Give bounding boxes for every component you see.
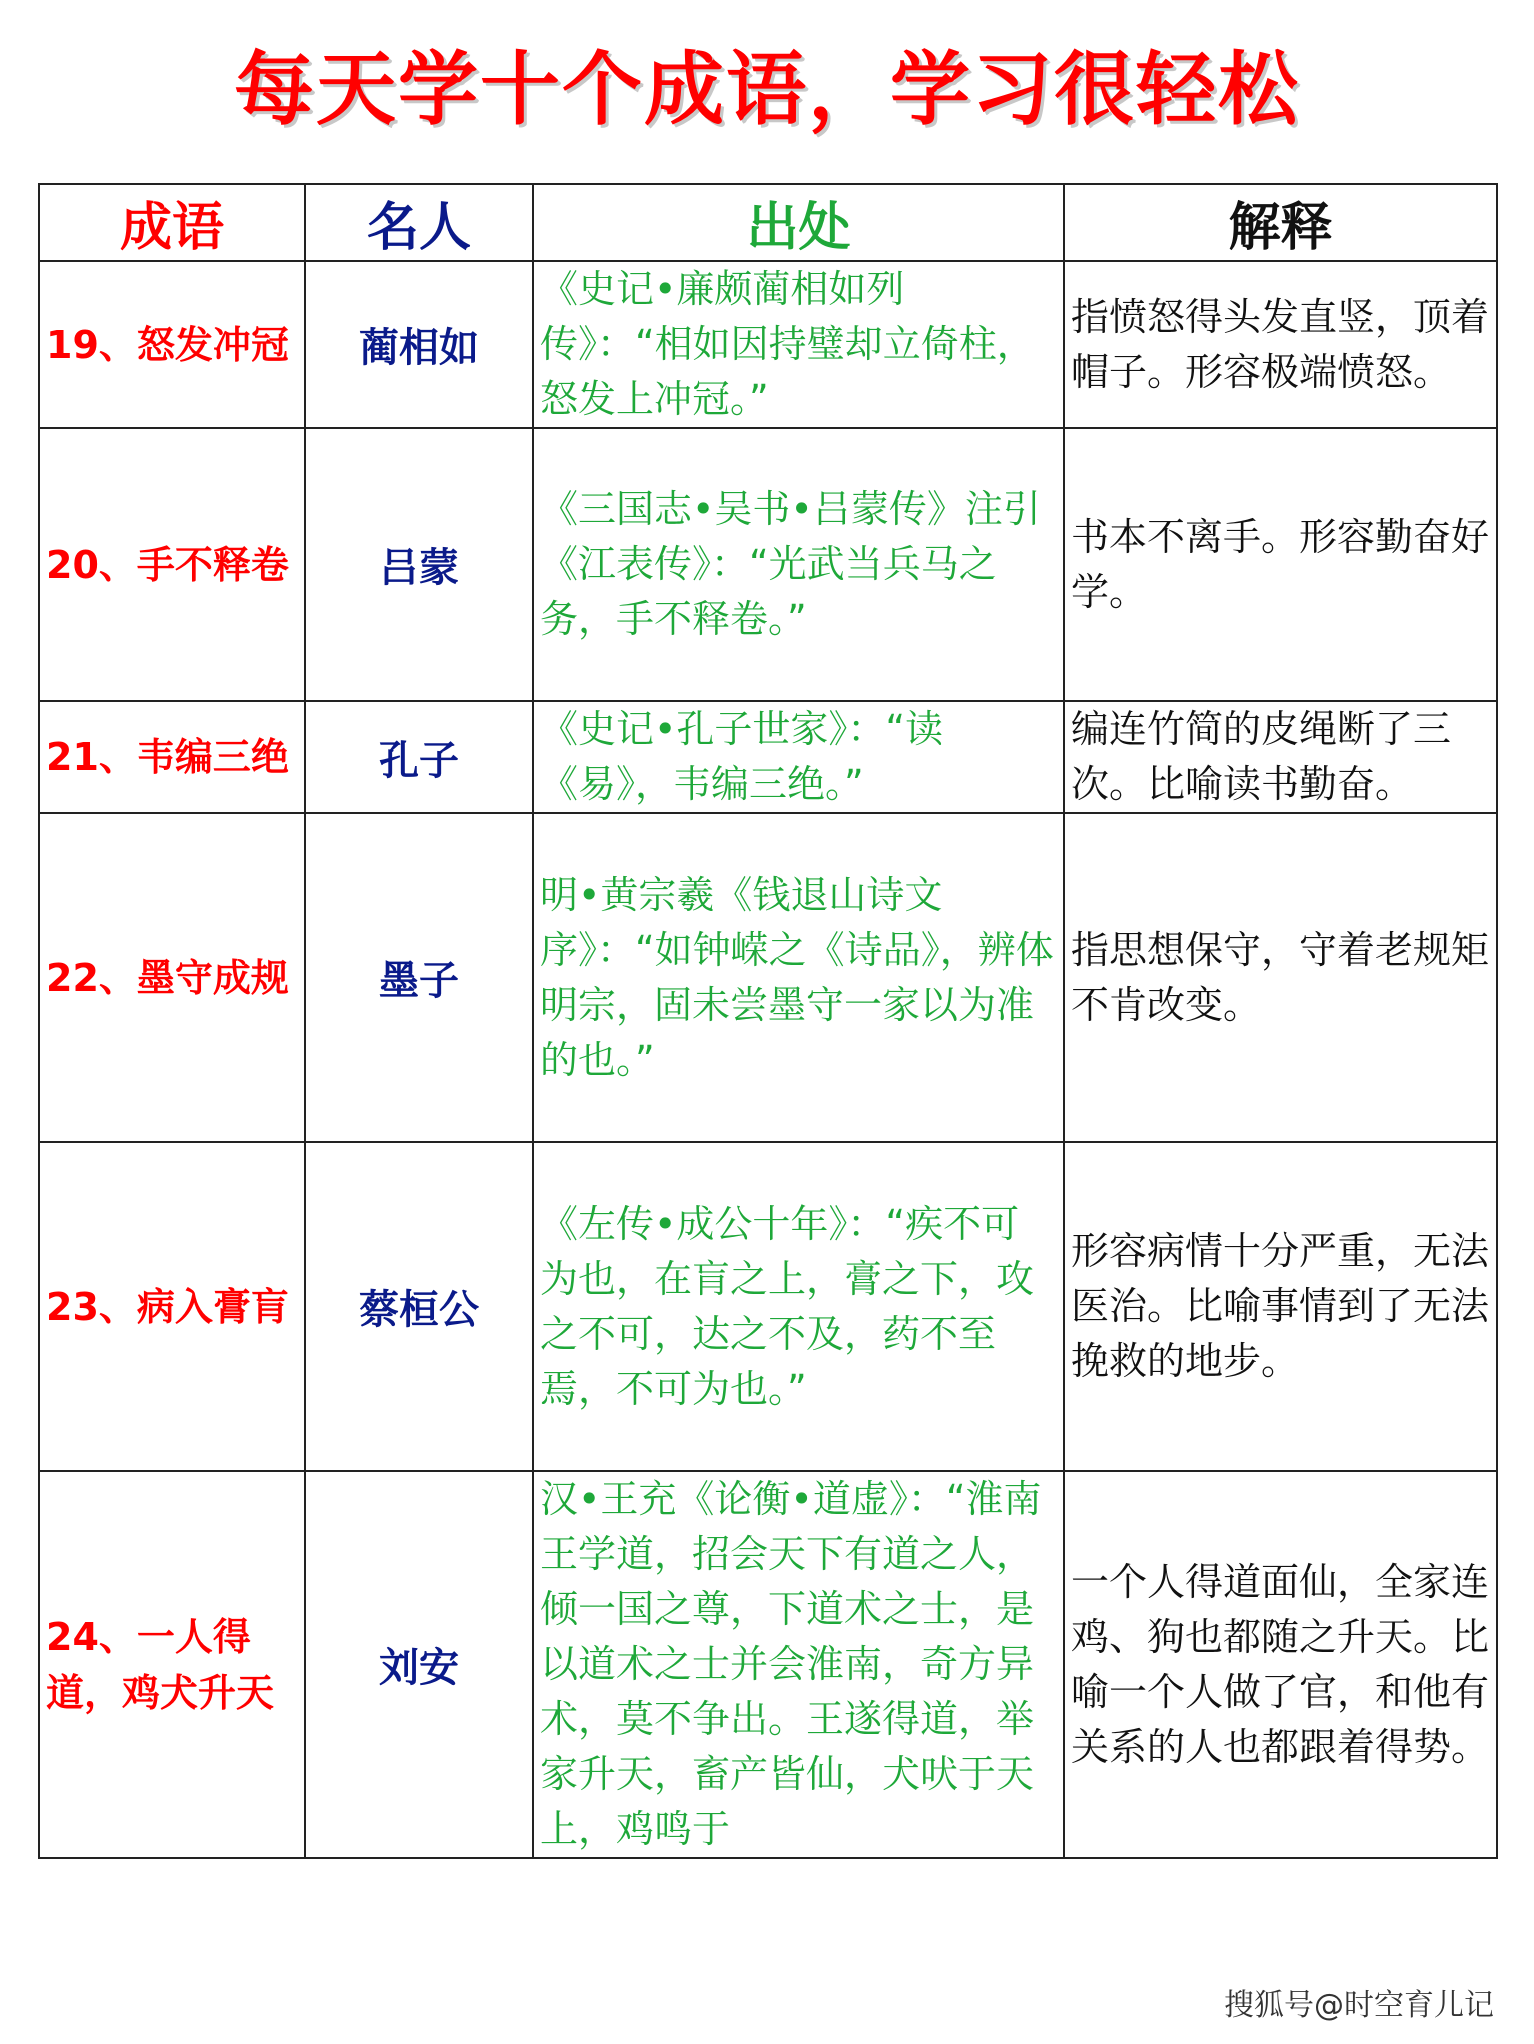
source-cell: 汉•王充《论衡•道虚》：“淮南王学道，招会天下有道之人，倾一国之尊，下道术之士，是以道术之士并会淮南，奇方异术，莫不争出。王遂得道，举家升天，畜产皆仙，犬吠于天上，鸡鸣于 [533, 1471, 1064, 1858]
person-cell: 孔子 [305, 701, 533, 813]
idiom-table [38, 183, 1498, 1859]
source-cell: 明•黄宗羲《钱退山诗文序》：“如钟嵘之《诗品》，辨体明宗，固未尝墨守一家以为准的也。” [533, 813, 1064, 1142]
table-row [39, 428, 1497, 701]
explanation-cell: 形容病情十分严重，无法医治。比喻事情到了无法挽救的地步。 [1064, 1142, 1497, 1471]
table-row [39, 701, 1497, 813]
table-row [39, 1142, 1497, 1471]
header-person: 名人 [305, 184, 533, 261]
table-row [39, 813, 1497, 1142]
explanation-cell: 编连竹简的皮绳断了三次。比喻读书勤奋。 [1064, 701, 1497, 813]
explanation-cell: 指愤怒得头发直竖，顶着帽子。形容极端愤怒。 [1064, 261, 1497, 428]
header-idiom: 成语 [39, 184, 305, 261]
explanation-cell: 指思想保守，守着老规矩不肯改变。 [1064, 813, 1497, 1142]
table-row [39, 261, 1497, 428]
table-header-row [39, 184, 1497, 261]
idiom-cell: 23、病入膏肓 [39, 1142, 305, 1471]
source-cell: 《史记•廉颇蔺相如列传》：“相如因持璧却立倚柱，怒发上冲冠。” [533, 261, 1064, 428]
person-cell: 墨子 [305, 813, 533, 1142]
explanation-cell: 书本不离手。形容勤奋好学。 [1064, 428, 1497, 701]
idiom-cell: 24、一人得道，鸡犬升天 [39, 1471, 305, 1858]
watermark-text: 搜狐号@时空育儿记 [1224, 1988, 1494, 2023]
idiom-cell: 22、墨守成规 [39, 813, 305, 1142]
source-cell: 《三国志•吴书•吕蒙传》注引《江表传》：“光武当兵马之务，手不释卷。” [533, 428, 1064, 701]
idiom-cell: 21、韦编三绝 [39, 701, 305, 813]
explanation-cell: 一个人得道面仙，全家连鸡、狗也都随之升天。比喻一个人做了官，和他有关系的人也都跟着得势。 [1064, 1471, 1497, 1858]
table-row [39, 1471, 1497, 1858]
page-title: 每天学十个成语，学习很轻松 [234, 43, 1300, 136]
source-cell: 《史记•孔子世家》：“读《易》，韦编三绝。” [533, 701, 1064, 813]
header-explanation: 解释 [1064, 184, 1497, 261]
source-cell: 《左传•成公十年》：“疾不可为也，在肓之上，膏之下，攻之不可，达之不及，药不至焉，不可为也。” [533, 1142, 1064, 1471]
header-source: 出处 [533, 184, 1064, 261]
person-cell: 刘安 [305, 1471, 533, 1858]
idiom-cell: 20、手不释卷 [39, 428, 305, 701]
person-cell: 吕蒙 [305, 428, 533, 701]
person-cell: 蔺相如 [305, 261, 533, 428]
idiom-cell: 19、怒发冲冠 [39, 261, 305, 428]
person-cell: 蔡桓公 [305, 1142, 533, 1471]
